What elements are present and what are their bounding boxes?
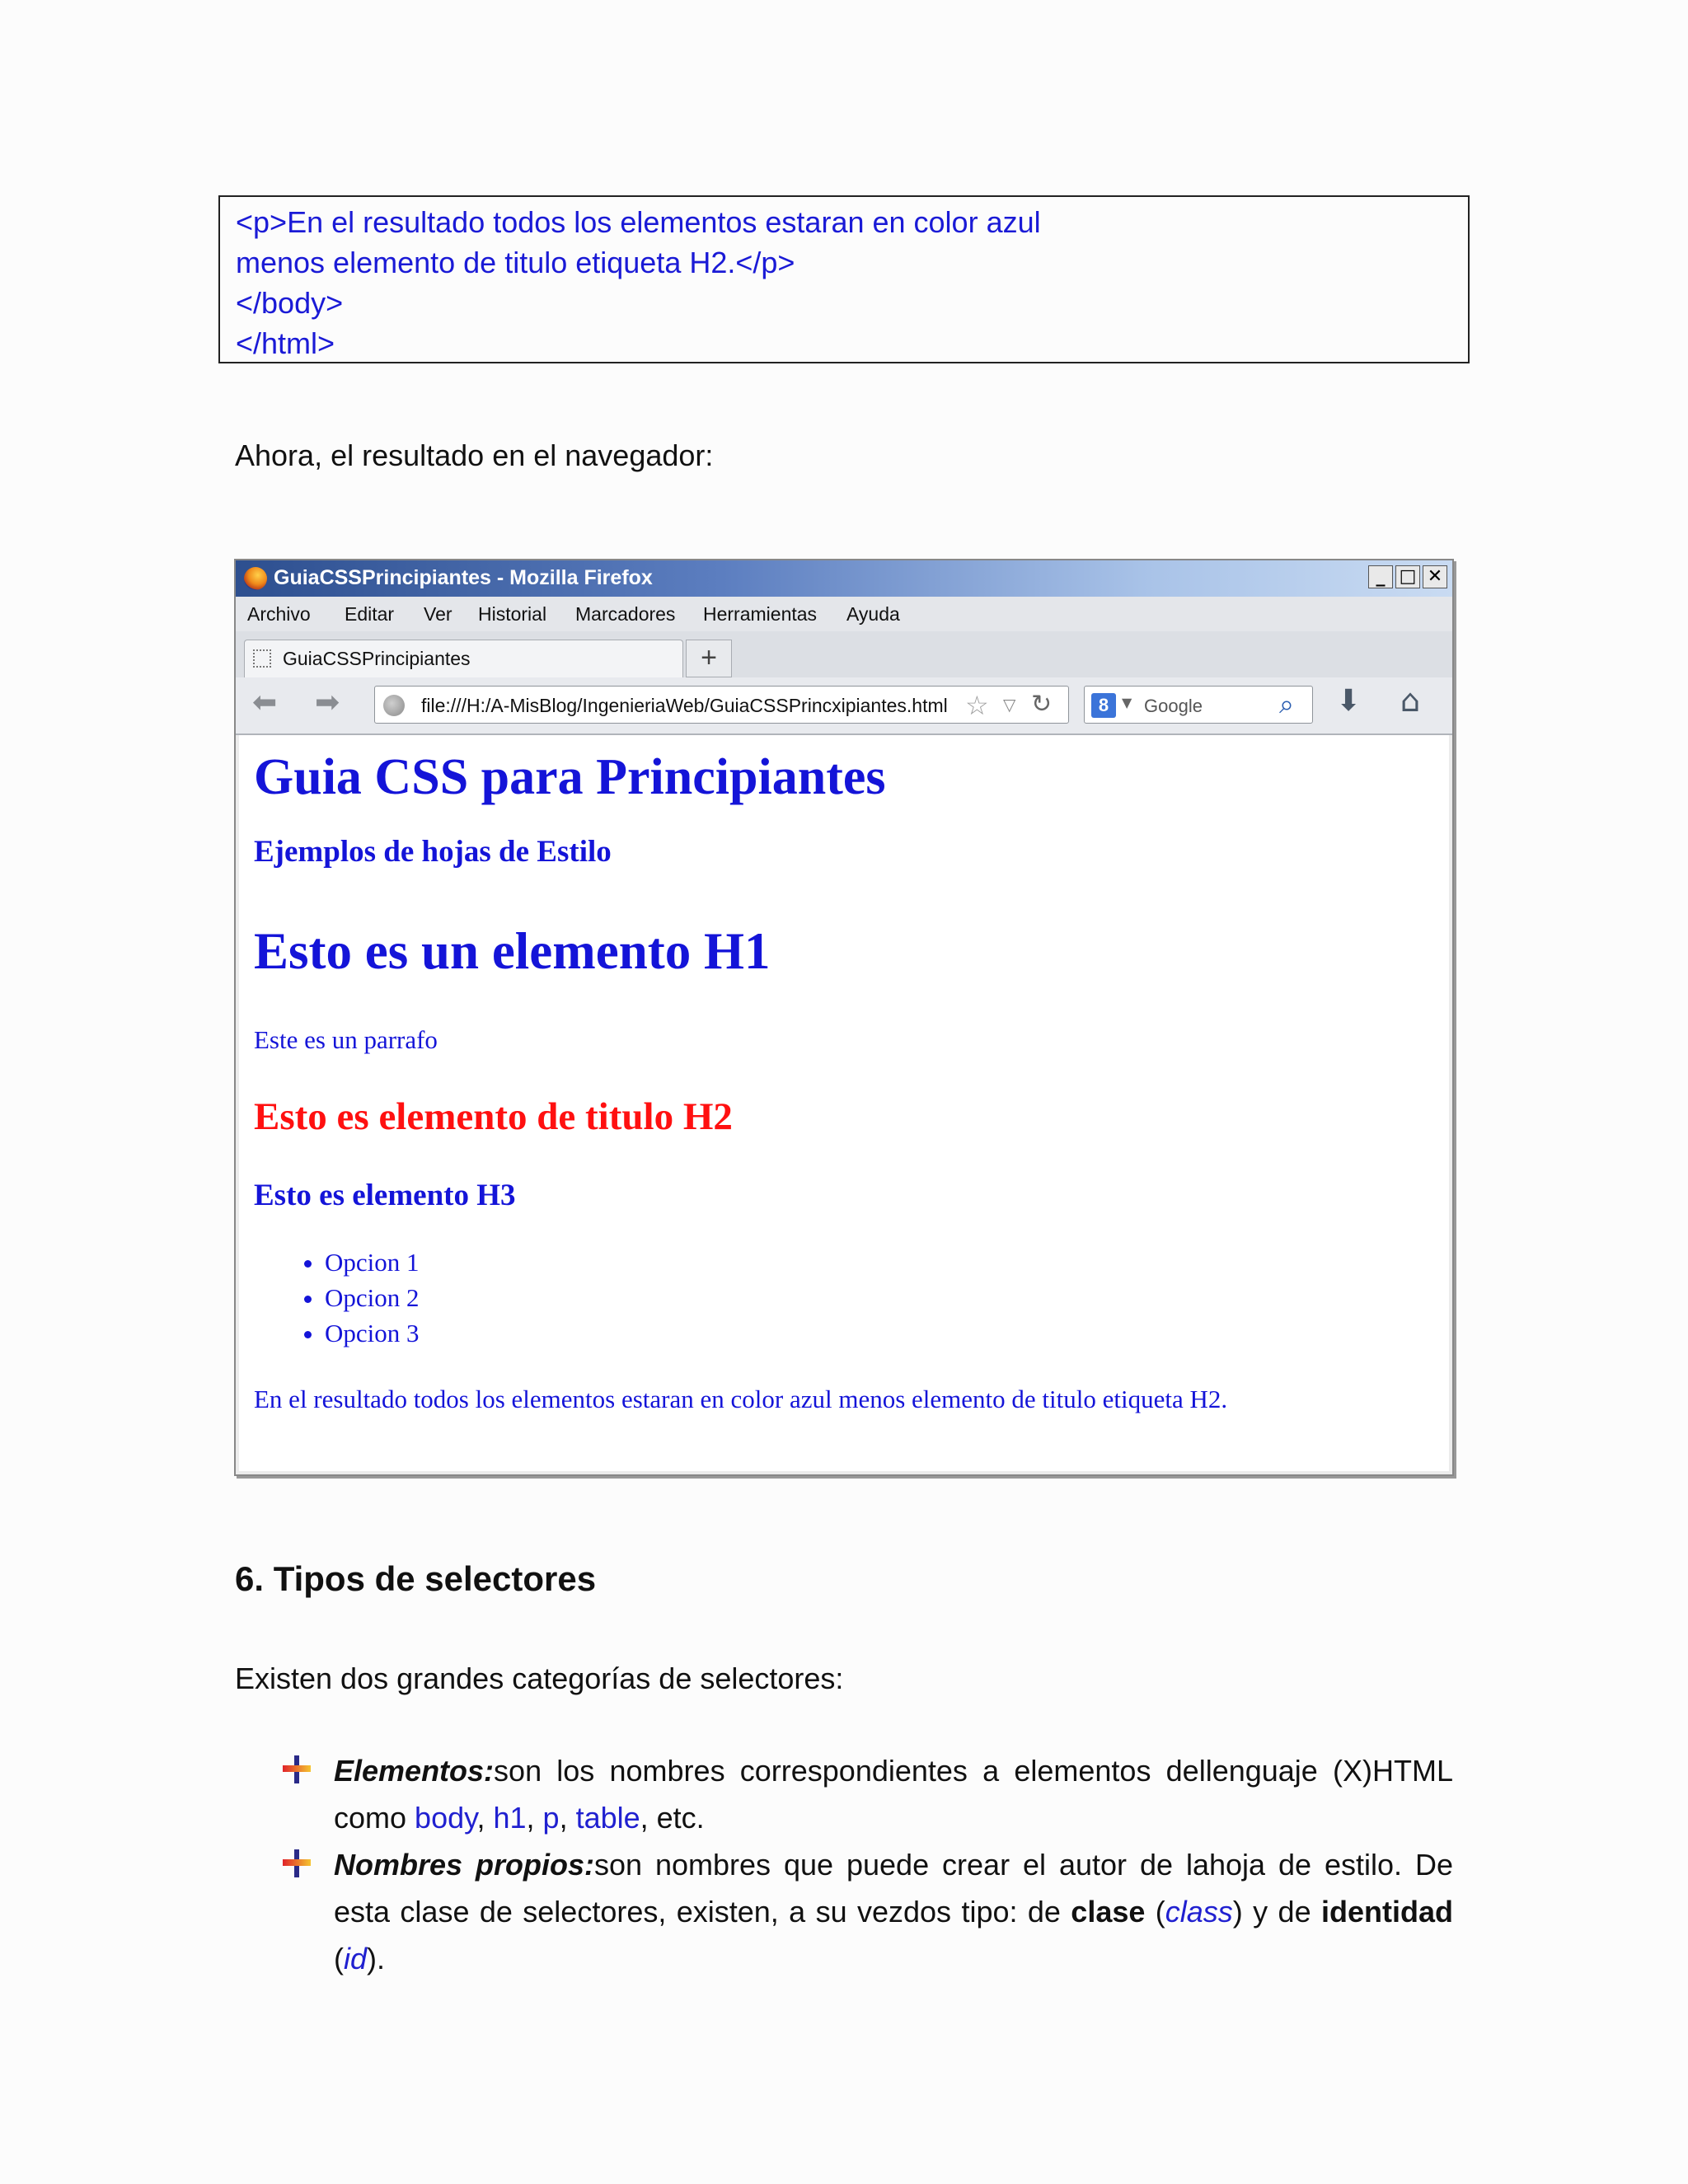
separator: (	[1145, 1895, 1165, 1929]
list-item	[283, 1747, 1453, 1841]
separator: ,	[526, 1801, 543, 1835]
content-title: Guia CSS para Principiantes	[254, 749, 886, 805]
selector-types-list	[283, 1747, 1453, 1982]
reload-icon[interactable]: ↻	[1031, 690, 1053, 719]
page-favicon-icon	[253, 649, 271, 668]
menu-ayuda[interactable]: Ayuda	[846, 603, 900, 625]
content-paragraph: Este es un parrafo	[254, 1025, 438, 1054]
tab-bar	[236, 631, 1452, 678]
bullet-plus-icon	[283, 1755, 311, 1783]
list-item: • Opcion 1	[325, 1244, 420, 1280]
download-icon[interactable]: ⬇	[1336, 684, 1362, 718]
navigation-bar	[236, 677, 1452, 735]
engine-dropdown-icon[interactable]: ▼	[1122, 695, 1132, 710]
keyword: id	[344, 1942, 368, 1975]
term-label: Nombres propios:	[334, 1848, 594, 1882]
bullet-text: son los nombres correspondientes a elementos dellenguaje (X)HTML como	[334, 1754, 1453, 1835]
browser-window	[234, 559, 1454, 1476]
menu-herramientas[interactable]: Herramientas	[703, 603, 818, 625]
google-icon[interactable]: 8	[1091, 693, 1116, 718]
firefox-logo-icon	[244, 567, 267, 590]
minimize-button[interactable]: _	[1368, 565, 1393, 588]
code-line: <p>En el resultado todos los elementos estaran en color azul	[236, 205, 1041, 239]
term-label: Elementos:	[334, 1754, 495, 1788]
section-heading: 6. Tipos de selectores	[235, 1559, 597, 1598]
forward-arrow-icon[interactable]: ➡	[315, 686, 340, 719]
code-line: menos elemento de titulo etiqueta H2.</p>	[236, 246, 795, 279]
menu-bar	[236, 597, 1452, 631]
keyword: h1	[493, 1801, 527, 1835]
code-box	[218, 195, 1470, 363]
content-h2: Esto es elemento de titulo H2	[254, 1095, 733, 1138]
intro-text: Ahora, el resultado en el navegador:	[235, 438, 714, 472]
separator: (	[334, 1942, 344, 1975]
new-tab-button[interactable]: +	[686, 640, 732, 677]
window-titlebar	[236, 560, 1452, 597]
content-subtitle: Ejemplos de hojas de Estilo	[254, 835, 612, 869]
bullet-plus-icon	[283, 1849, 311, 1877]
maximize-button[interactable]: □	[1395, 565, 1420, 588]
globe-icon	[383, 695, 405, 716]
menu-marcadores[interactable]: Marcadores	[575, 603, 676, 625]
menu-archivo[interactable]: Archivo	[247, 603, 311, 625]
tab-label: GuiaCSSPrincipiantes	[283, 648, 471, 669]
tab-guiacss[interactable]	[244, 640, 683, 677]
url-dropdown-icon[interactable]: ▽	[1003, 695, 1016, 715]
list-item: • Opcion 3	[325, 1315, 420, 1351]
keyword: p	[542, 1801, 560, 1835]
bold-term: clase	[1071, 1895, 1146, 1929]
menu-ver[interactable]: Ver	[424, 603, 452, 625]
bookmark-star-icon[interactable]: ☆	[965, 690, 989, 721]
window-title: GuiaCSSPrincipiantes - Mozilla Firefox	[274, 566, 653, 589]
back-arrow-icon[interactable]: ⬅	[252, 686, 278, 719]
home-icon[interactable]: ⌂	[1400, 682, 1421, 719]
keyword: class	[1165, 1895, 1233, 1929]
content-h1: Esto es un elemento H1	[254, 922, 771, 980]
bullet-text: ) y de	[1232, 1895, 1321, 1929]
url-text: file:///H:/A-MisBlog/IngenieriaWeb/GuiaCSSPrincxipiantes.html	[421, 695, 948, 716]
search-icon[interactable]: ⌕	[1279, 688, 1294, 719]
window-controls	[1368, 565, 1447, 588]
options-list	[239, 1244, 420, 1351]
code-line: </body>	[236, 286, 344, 320]
keyword: body	[415, 1801, 477, 1835]
content-final-paragraph: En el resultado todos los elementos estaran en color azul menos elemento de titulo etiqueta H2.	[254, 1385, 1228, 1413]
code-line: </html>	[236, 326, 335, 360]
separator: ,	[476, 1801, 494, 1835]
bullet-text: ).	[367, 1942, 386, 1975]
section-intro: Existen dos grandes categorías de selectores:	[235, 1661, 844, 1695]
search-placeholder: Google	[1144, 696, 1203, 716]
bold-term: identidad	[1320, 1895, 1453, 1929]
search-bar[interactable]	[1084, 686, 1313, 724]
bullet-text: son nombres que puede crear el autor de lahoja de estilo. De esta clase de selectores, existen, a su vezdos tipo: de	[334, 1848, 1454, 1929]
keyword: table	[575, 1801, 640, 1835]
url-bar[interactable]	[374, 686, 1069, 724]
list-item	[283, 1841, 1453, 1982]
list-item: • Opcion 2	[325, 1280, 420, 1315]
bullet-text: , etc.	[640, 1801, 705, 1835]
content-h3: Esto es elemento H3	[254, 1179, 516, 1212]
separator: ,	[559, 1801, 576, 1835]
page-content	[239, 735, 1449, 1471]
menu-editar[interactable]: Editar	[345, 603, 395, 625]
close-button[interactable]: ✕	[1423, 565, 1447, 588]
menu-historial[interactable]: Historial	[478, 603, 547, 625]
